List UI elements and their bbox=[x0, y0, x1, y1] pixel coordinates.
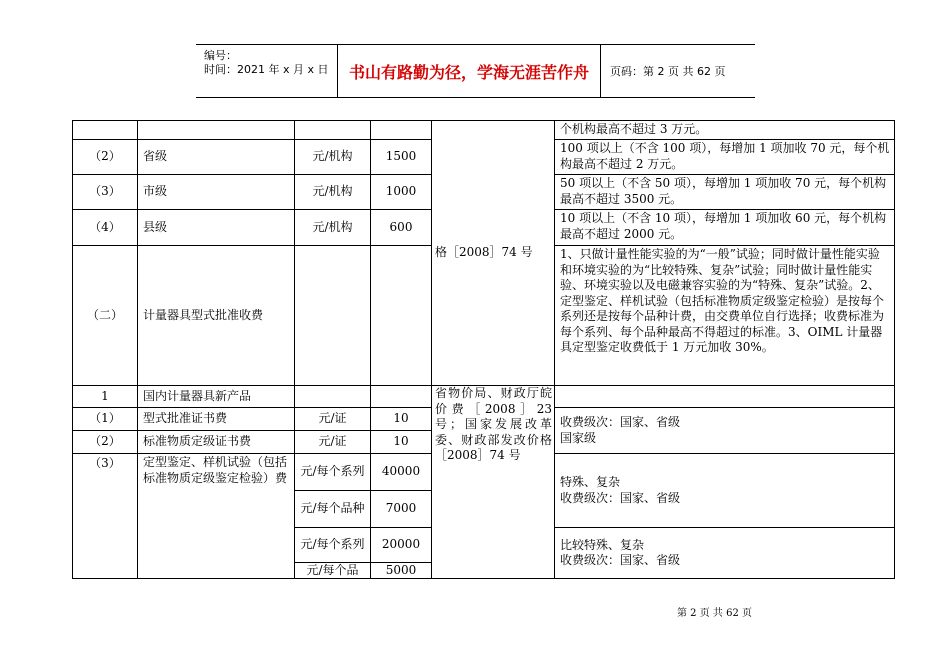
item-name: 市级 bbox=[137, 174, 295, 210]
fee-cell: 10 bbox=[370, 407, 432, 431]
table-cell bbox=[294, 120, 371, 140]
row-number: （3） bbox=[72, 453, 138, 579]
fee-cell: 5000 bbox=[370, 562, 432, 579]
table-cell bbox=[370, 120, 432, 140]
page-footer: 第 2 页 共 62 页 bbox=[677, 608, 752, 619]
time-label: 时间：2021 年 x 月 x 日 bbox=[204, 63, 329, 76]
header-motto: 书山有路勤为径，学海无涯苦作舟 bbox=[338, 45, 601, 97]
unit-cell: 元/每个品种 bbox=[294, 490, 371, 528]
row-number: （二） bbox=[72, 245, 138, 386]
unit-cell: 元/证 bbox=[294, 407, 371, 431]
fee-cell: 1000 bbox=[370, 174, 432, 210]
header-page-info: 页码：第 2 页 共 62 页 bbox=[610, 65, 726, 78]
note-cell: 100 项以上（不含 100 项），每增加 1 项加收 70 元，每个机构最高不超过 2 万元。 bbox=[554, 139, 895, 175]
note-cell: 个机构最高不超过 3 万元。 bbox=[554, 120, 895, 140]
item-name: 计量器具型式批准收费 bbox=[137, 245, 295, 386]
item-name: 定型鉴定、样机试验（包括标准物质定级鉴定检验）费 bbox=[137, 453, 295, 579]
unit-cell bbox=[294, 245, 371, 386]
row-number: （3） bbox=[72, 174, 138, 210]
note-cell: 特殊、复杂 收费级次：国家、省级 bbox=[554, 453, 895, 528]
note-cell bbox=[554, 385, 895, 408]
unit-cell: 元/机构 bbox=[294, 209, 371, 246]
unit-cell: 元/机构 bbox=[294, 174, 371, 210]
note-cell: 收费级次：国家、省级 国家级 bbox=[554, 407, 895, 454]
unit-cell bbox=[294, 385, 371, 408]
note-cell: 10 项以上（不含 10 项），每增加 1 项加收 60 元，每个机构最高不超过 2000 元。 bbox=[554, 209, 895, 246]
fee-cell: 40000 bbox=[370, 453, 432, 491]
fee-cell: 7000 bbox=[370, 490, 432, 528]
basis-cell: 省物价局、财政厅皖价费［2008］23 号；国家发展改革委、财政部发改价格［2008］74 号 bbox=[431, 385, 555, 579]
item-name: 县级 bbox=[137, 209, 295, 246]
item-name: 标准物质定级证书费 bbox=[137, 430, 295, 454]
table-cell bbox=[137, 120, 295, 140]
fee-cell bbox=[370, 385, 432, 408]
table-cell bbox=[72, 120, 138, 140]
row-number: （4） bbox=[72, 209, 138, 246]
note-cell: 比较特殊、复杂 收费级次：国家、省级 bbox=[554, 527, 895, 579]
number-label: 编号： bbox=[204, 49, 237, 62]
row-number: 1 bbox=[72, 385, 138, 408]
fee-table bbox=[72, 120, 895, 579]
row-number: （2） bbox=[72, 430, 138, 454]
unit-cell: 元/每个品 bbox=[294, 562, 371, 579]
fee-cell: 20000 bbox=[370, 527, 432, 563]
item-name: 国内计量器具新产品 bbox=[137, 385, 295, 408]
note-cell: 50 项以上（不含 50 项），每增加 1 项加收 70 元，每个机构最高不超过 3500 元。 bbox=[554, 174, 895, 210]
item-name: 省级 bbox=[137, 139, 295, 175]
unit-cell: 元/每个系列 bbox=[294, 527, 371, 563]
fee-cell bbox=[370, 245, 432, 386]
unit-cell: 元/每个系列 bbox=[294, 453, 371, 491]
basis-cell: 格［2008］74 号 bbox=[431, 120, 555, 386]
fee-cell: 600 bbox=[370, 209, 432, 246]
fee-cell: 1500 bbox=[370, 139, 432, 175]
note-cell: 1、只做计量性能实验的为“一般”试验；同时做计量性能实验和环境实验的为“比较特殊、复杂”试验；同时做计量性能实验、环境实验以及电磁兼容实验的为“特殊、复杂”试验。2、定型鉴定、样机试验（包括标准物质定级鉴定检验）是按每个系列还是按每个品种计费，由交费单位自行选择；收费标准为每个系列、每个品种最高不得超过的标准。3、OIML 计量器具定型鉴定收费低于 1 万元加收 30%。 bbox=[554, 245, 895, 386]
unit-cell: 元/证 bbox=[294, 430, 371, 454]
page-header bbox=[196, 44, 755, 98]
row-number: （2） bbox=[72, 139, 138, 175]
row-number: （1） bbox=[72, 407, 138, 431]
unit-cell: 元/机构 bbox=[294, 139, 371, 175]
item-name: 型式批准证书费 bbox=[137, 407, 295, 431]
fee-cell: 10 bbox=[370, 430, 432, 454]
header-meta bbox=[196, 45, 338, 97]
